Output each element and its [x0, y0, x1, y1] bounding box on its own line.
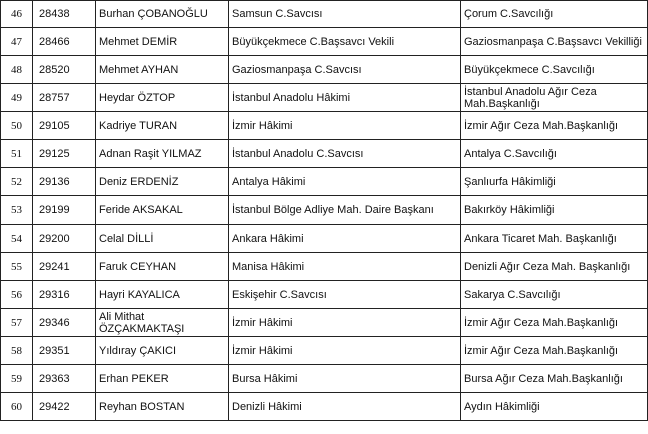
person-name-cell: Hayri KAYALICA [96, 281, 229, 309]
person-name-cell: Faruk CEYHAN [96, 253, 229, 281]
current-post-cell: Antalya Hâkimi [229, 168, 461, 196]
table-row [1, 140, 648, 168]
current-post-cell: Ankara Hâkimi [229, 225, 461, 253]
person-name-cell: Yıldıray ÇAKICI [96, 337, 229, 365]
current-post-cell: Büyükçekmece C.Başsavcı Vekili [229, 28, 461, 56]
registry-number-cell: 29125 [33, 140, 96, 168]
table-row [1, 112, 648, 140]
new-post-cell: İstanbul Anadolu Ağır Ceza Mah.Başkanlığı [461, 84, 648, 112]
new-post-cell: Ankara Ticaret Mah. Başkanlığı [461, 225, 648, 253]
registry-number-cell: 28520 [33, 56, 96, 84]
registry-number-cell: 29199 [33, 196, 96, 225]
registry-number-cell: 28757 [33, 84, 96, 112]
row-number-cell: 51 [1, 140, 33, 168]
table-row [1, 225, 648, 253]
table-row [1, 309, 648, 337]
row-number-cell: 48 [1, 56, 33, 84]
row-number-cell: 46 [1, 1, 33, 28]
table-row [1, 196, 648, 225]
table-row [1, 28, 648, 56]
current-post-cell: Eskişehir C.Savcısı [229, 281, 461, 309]
person-name-cell: Mehmet DEMİR [96, 28, 229, 56]
person-name-cell: Mehmet AYHAN [96, 56, 229, 84]
new-post-cell: Çorum C.Savcılığı [461, 1, 648, 28]
person-name-cell: Ali Mithat ÖZÇAKMAKTAŞI [96, 309, 229, 337]
current-post-cell: İstanbul Anadolu Hâkimi [229, 84, 461, 112]
row-number-cell: 59 [1, 365, 33, 393]
new-post-cell: Antalya C.Savcılığı [461, 140, 648, 168]
registry-number-cell: 29136 [33, 168, 96, 196]
row-number-cell: 47 [1, 28, 33, 56]
registry-number-cell: 29105 [33, 112, 96, 140]
registry-number-cell: 29200 [33, 225, 96, 253]
current-post-cell: Samsun C.Savcısı [229, 1, 461, 28]
person-name-cell: Feride AKSAKAL [96, 196, 229, 225]
current-post-cell: Bursa Hâkimi [229, 365, 461, 393]
table-row [1, 1, 648, 28]
current-post-cell: Gaziosmanpaşa C.Savcısı [229, 56, 461, 84]
registry-number-cell: 29346 [33, 309, 96, 337]
row-number-cell: 56 [1, 281, 33, 309]
row-number-cell: 54 [1, 225, 33, 253]
table-row [1, 168, 648, 196]
new-post-cell: İzmir Ağır Ceza Mah.Başkanlığı [461, 112, 648, 140]
table-body [1, 1, 648, 421]
registry-number-cell: 29316 [33, 281, 96, 309]
person-name-cell: Burhan ÇOBANOĞLU [96, 1, 229, 28]
new-post-cell: Aydın Hâkimliği [461, 393, 648, 421]
registry-number-cell: 28438 [33, 1, 96, 28]
registry-number-cell: 29422 [33, 393, 96, 421]
person-name-cell: Kadriye TURAN [96, 112, 229, 140]
row-number-cell: 50 [1, 112, 33, 140]
current-post-cell: İzmir Hâkimi [229, 112, 461, 140]
registry-number-cell: 29351 [33, 337, 96, 365]
new-post-cell: Büyükçekmece C.Savcılığı [461, 56, 648, 84]
current-post-cell: Denizli Hâkimi [229, 393, 461, 421]
table-row [1, 56, 648, 84]
current-post-cell: İstanbul Anadolu C.Savcısı [229, 140, 461, 168]
person-name-cell: Erhan PEKER [96, 365, 229, 393]
person-name-cell: Celal DİLLİ [96, 225, 229, 253]
new-post-cell: Bakırköy Hâkimliği [461, 196, 648, 225]
person-name-cell: Deniz ERDENİZ [96, 168, 229, 196]
row-number-cell: 49 [1, 84, 33, 112]
table-row [1, 253, 648, 281]
current-post-cell: İzmir Hâkimi [229, 309, 461, 337]
row-number-cell: 55 [1, 253, 33, 281]
new-post-cell: Denizli Ağır Ceza Mah. Başkanlığı [461, 253, 648, 281]
current-post-cell: İzmir Hâkimi [229, 337, 461, 365]
table-row [1, 281, 648, 309]
registry-number-cell: 28466 [33, 28, 96, 56]
table-row [1, 84, 648, 112]
table-row [1, 393, 648, 421]
new-post-cell: Sakarya C.Savcılığı [461, 281, 648, 309]
current-post-cell: İstanbul Bölge Adliye Mah. Daire Başkanı [229, 196, 461, 225]
new-post-cell: İzmir Ağır Ceza Mah.Başkanlığı [461, 337, 648, 365]
table-row [1, 365, 648, 393]
current-post-cell: Manisa Hâkimi [229, 253, 461, 281]
row-number-cell: 52 [1, 168, 33, 196]
table-row [1, 337, 648, 365]
new-post-cell: Gaziosmanpaşa C.Başsavcı Vekilliği [461, 28, 648, 56]
registry-number-cell: 29363 [33, 365, 96, 393]
row-number-cell: 57 [1, 309, 33, 337]
row-number-cell: 58 [1, 337, 33, 365]
registry-number-cell: 29241 [33, 253, 96, 281]
row-number-cell: 53 [1, 196, 33, 225]
new-post-cell: Bursa Ağır Ceza Mah.Başkanlığı [461, 365, 648, 393]
person-name-cell: Heydar ÖZTOP [96, 84, 229, 112]
row-number-cell: 60 [1, 393, 33, 421]
person-name-cell: Reyhan BOSTAN [96, 393, 229, 421]
new-post-cell: Şanlıurfa Hâkimliği [461, 168, 648, 196]
person-name-cell: Adnan Raşit YILMAZ [96, 140, 229, 168]
new-post-cell: İzmir Ağır Ceza Mah.Başkanlığı [461, 309, 648, 337]
